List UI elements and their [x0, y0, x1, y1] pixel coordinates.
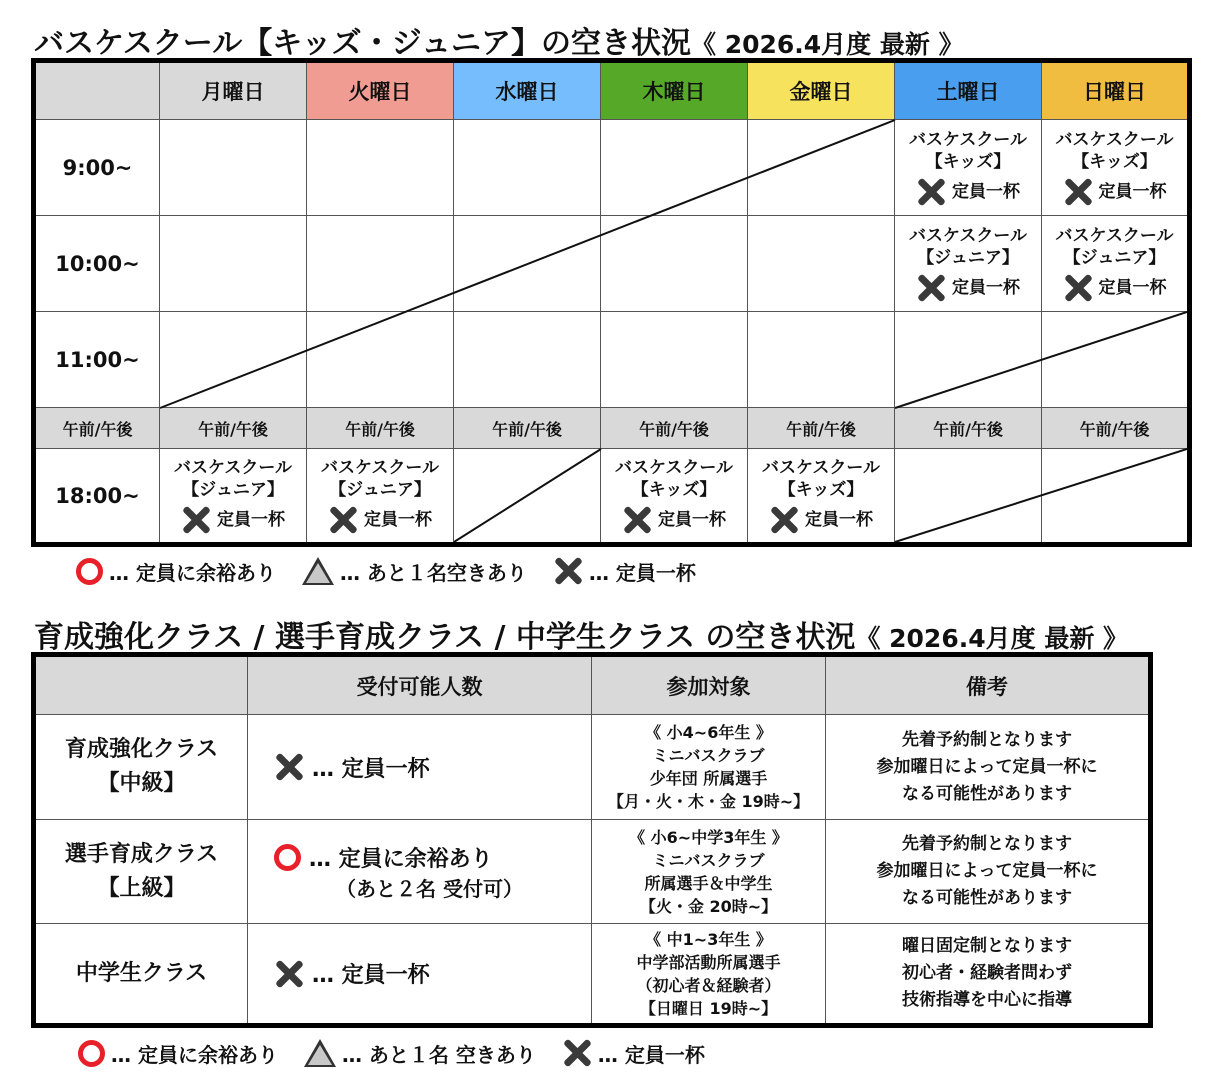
cross-icon	[562, 1038, 592, 1068]
cross-icon	[769, 505, 799, 535]
day-header-mon: 月曜日	[160, 63, 307, 120]
slot-fri-18: バスケスクール 【キッズ】 定員一杯	[748, 449, 895, 542]
ampm-mon: 午前/午後	[160, 408, 307, 449]
cell-empty	[601, 120, 748, 216]
cell-empty	[160, 312, 307, 408]
slot-sun-9: バスケスクール 【キッズ】 定員一杯	[1042, 120, 1187, 216]
time-18: 18:00~	[36, 449, 160, 542]
class-status-ikusei: … 定員一杯	[248, 715, 592, 820]
cell-empty	[601, 312, 748, 408]
class-status-junior-high: … 定員一杯	[248, 924, 592, 1023]
class-name-senshu: 選手育成クラス 【上級】	[36, 820, 248, 924]
class-title-date: 《 2026.4月度 最新 》	[855, 624, 1129, 653]
cell-empty	[748, 120, 895, 216]
circle-icon	[78, 1040, 105, 1067]
cell-empty	[454, 312, 601, 408]
class-target-junior-high: 《 中1~3年生 》 中学部活動所属選手 （初心者＆経験者） 【日曜日 19時~】	[592, 924, 826, 1023]
day-header-sun: 日曜日	[1042, 63, 1187, 120]
ampm-fri: 午前/午後	[748, 408, 895, 449]
class-availability-table	[31, 652, 1153, 1028]
schedule-title	[34, 18, 964, 62]
triangle-icon	[302, 557, 334, 585]
cross-icon	[274, 752, 304, 782]
header-corner	[36, 63, 160, 120]
slot-mon-18: バスケスクール 【ジュニア】 定員一杯	[160, 449, 307, 542]
ampm-tue: 午前/午後	[307, 408, 454, 449]
class-note-junior-high: 曜日固定制となります 初心者・経験者問わず 技術指導を中心に指導	[902, 936, 1072, 1010]
class-note-ikusei: 先着予約制となります 参加曜日によって定員一杯に なる可能性があります	[826, 715, 1148, 820]
day-header-wed: 水曜日	[454, 63, 601, 120]
time-10: 10:00~	[36, 216, 160, 312]
weekly-schedule-table	[31, 58, 1192, 547]
cross-icon	[1063, 273, 1093, 303]
class-name-junior-high: 中学生クラス	[36, 924, 248, 1023]
cross-icon	[622, 505, 652, 535]
slot-sat-10: バスケスクール 【ジュニア】 定員一杯	[895, 216, 1042, 312]
class-status-senshu: … 定員に余裕あり （あと２名 受付可）	[248, 820, 592, 924]
cell-empty	[895, 312, 1042, 408]
cell-empty	[454, 449, 601, 542]
time-11: 11:00~	[36, 312, 160, 408]
cell-empty	[307, 216, 454, 312]
schedule-title-date: 《 2026.4月度 最新 》	[691, 30, 964, 59]
cell-empty	[307, 312, 454, 408]
slot-sat-9: バスケスクール 【キッズ】 定員一杯	[895, 120, 1042, 216]
cross-icon	[553, 556, 583, 586]
class-name-ikusei: 育成強化クラス 【中級】	[36, 715, 248, 820]
cell-empty	[454, 216, 601, 312]
ampm-sat: 午前/午後	[895, 408, 1042, 449]
cell-empty	[748, 312, 895, 408]
ampm-label: 午前/午後	[36, 408, 160, 449]
time-9: 9:00~	[36, 120, 160, 216]
slot-sun-10: バスケスクール 【ジュニア】 定員一杯	[1042, 216, 1187, 312]
cross-icon	[181, 505, 211, 535]
t2-header-corner	[36, 657, 248, 715]
ampm-wed: 午前/午後	[454, 408, 601, 449]
slot-tue-18: バスケスクール 【ジュニア】 定員一杯	[307, 449, 454, 542]
cell-empty	[1042, 312, 1187, 408]
class-title-main: 育成強化クラス / 選手育成クラス / 中学生クラス の空き状況	[34, 620, 856, 655]
class-target-ikusei: 《 小4~6年生 》 ミニバスクラブ 少年団 所属選手 【月・火・木・金 19時~】	[592, 715, 826, 820]
ampm-thu: 午前/午後	[601, 408, 748, 449]
slot-thu-18: バスケスクール 【キッズ】 定員一杯	[601, 449, 748, 542]
cell-empty	[160, 216, 307, 312]
t2-header-target: 参加対象	[592, 657, 826, 715]
t2-header-notes: 備考	[826, 657, 1148, 715]
day-header-sat: 土曜日	[895, 63, 1042, 120]
t2-header-capacity: 受付可能人数	[248, 657, 592, 715]
cross-icon	[916, 273, 946, 303]
day-header-tue: 火曜日	[307, 63, 454, 120]
cell-empty	[307, 120, 454, 216]
schedule-title-main: バスケスクール【キッズ・ジュニア】の空き状況	[34, 26, 691, 61]
day-header-fri: 金曜日	[748, 63, 895, 120]
cross-icon	[1063, 177, 1093, 207]
class-title	[34, 612, 1128, 656]
class-target-senshu: 《 小6~中学3年生 》 ミニバスクラブ 所属選手＆中学生 【火・金 20時~】	[592, 820, 826, 924]
cell-empty	[601, 216, 748, 312]
cell-empty	[160, 120, 307, 216]
circle-icon	[274, 844, 301, 871]
cross-icon	[274, 959, 304, 989]
ampm-sun: 午前/午後	[1042, 408, 1187, 449]
cell-empty	[1042, 449, 1187, 542]
cell-empty	[748, 216, 895, 312]
day-header-thu: 木曜日	[601, 63, 748, 120]
legend-classes: … 定員に余裕あり … あと１名 空きあり … 定員一杯	[78, 1038, 731, 1068]
circle-icon	[76, 558, 103, 585]
class-note-senshu: 先着予約制となります 参加曜日によって定員一杯に なる可能性があります	[826, 820, 1148, 924]
cross-icon	[916, 177, 946, 207]
cell-empty	[454, 120, 601, 216]
cross-icon	[328, 505, 358, 535]
triangle-icon	[304, 1039, 336, 1067]
legend-schedule: … 定員に余裕あり … あと１名空きあり … 定員一杯	[76, 556, 722, 586]
cell-empty	[895, 449, 1042, 542]
